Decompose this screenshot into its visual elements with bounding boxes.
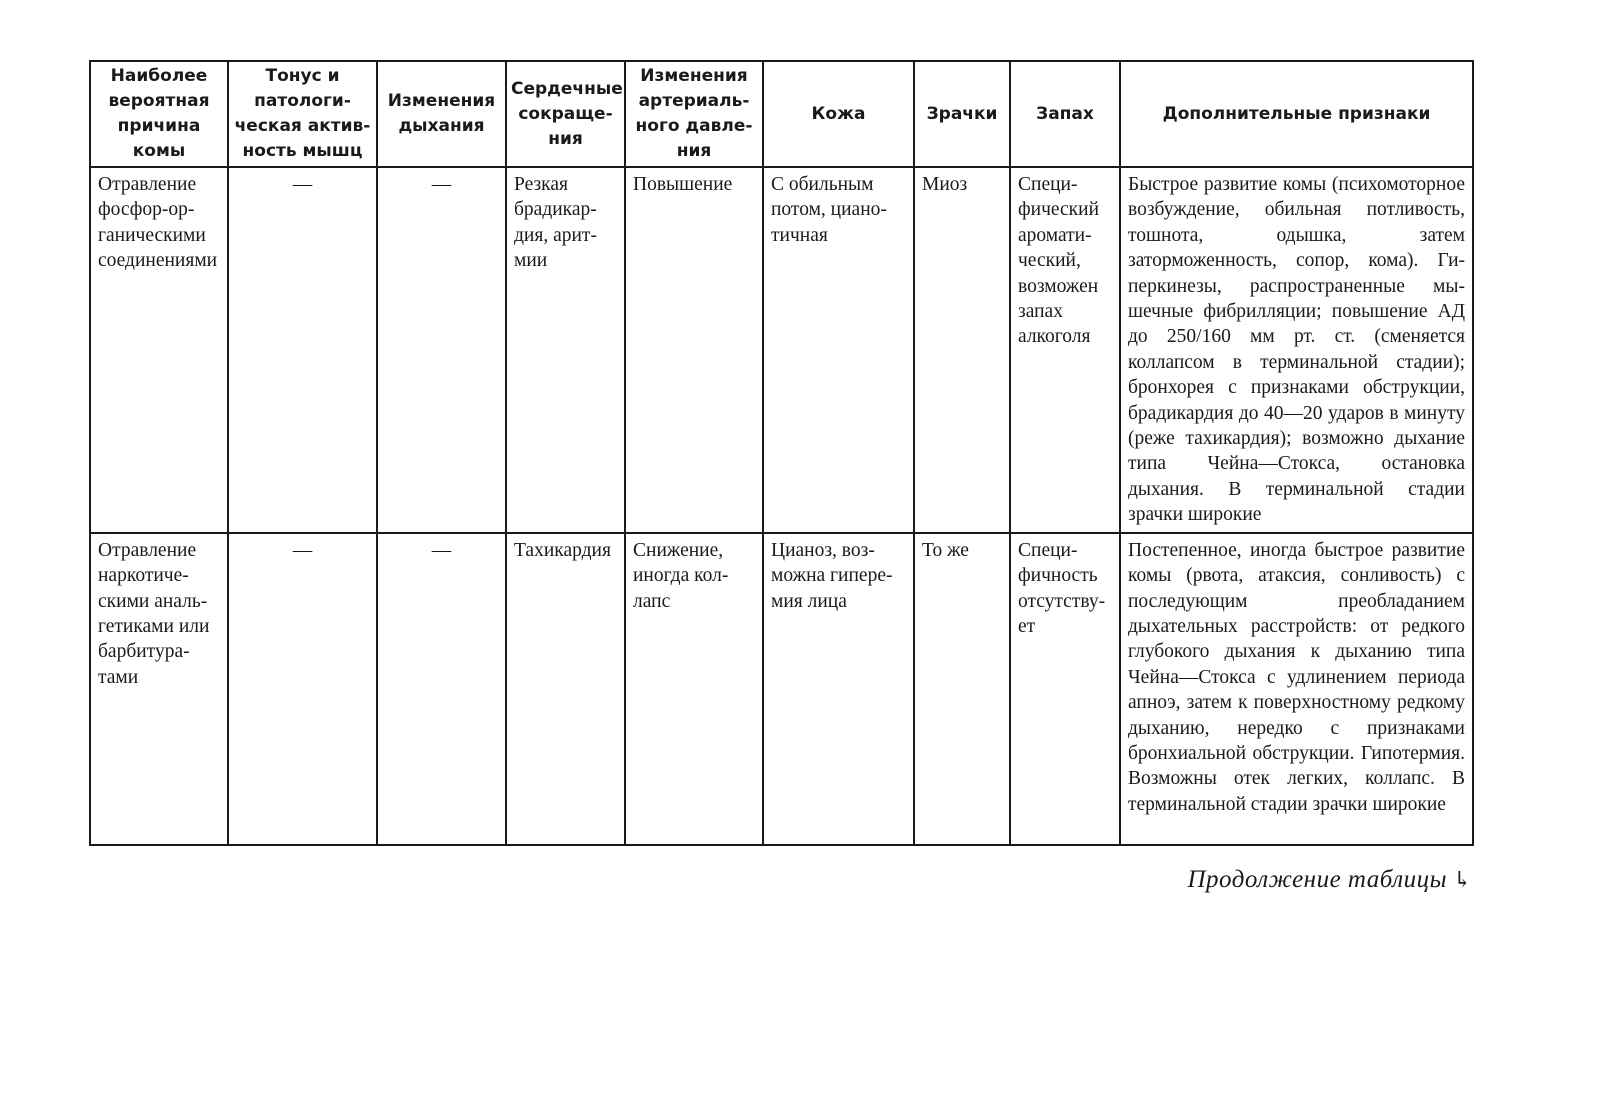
cell-heart-rate: Тахикардия <box>506 533 625 845</box>
header-smell: Запах <box>1010 61 1120 167</box>
coma-table-page <box>89 60 1472 846</box>
cell-blood-pressure: Повышение <box>625 167 763 533</box>
header-skin: Кожа <box>763 61 914 167</box>
header-cause: Наиболее вероятная причина комы <box>90 61 228 167</box>
header-breathing: Изменения дыхания <box>377 61 506 167</box>
cell-cause: Отравление фосфор-органическими соединениями <box>90 167 228 533</box>
cell-extra-signs: Постепенное, иногда быстрое развитие комы (рвота, атаксия, сонливость) с последующим преобладанием дыхательных расстройств: от редкого глубокого дыхания к дыханию типа Чейна—Стокса с удлинением периода апноэ, затем к поверхностному редкому дыханию, нередко с признаками бронхиальной обструкции. Гипотермия. Возможны отек легких, коллапс. В терминальной стадии зрачки широкие <box>1120 533 1473 845</box>
table-continuation-note <box>1188 866 1473 894</box>
cell-breathing: — <box>377 533 506 845</box>
table-row <box>90 533 1473 845</box>
cell-pupils: То же <box>914 533 1010 845</box>
table-header-row <box>90 61 1473 167</box>
header-blood-pressure: Изменения артериального давления <box>625 61 763 167</box>
cell-skin: Цианоз, возможна гиперемия лица <box>763 533 914 845</box>
header-extra-signs: Дополнительные признаки <box>1120 61 1473 167</box>
header-pupils: Зрачки <box>914 61 1010 167</box>
coma-causes-table <box>89 60 1474 846</box>
continuation-label: Продолжение таблицы <box>1187 866 1448 893</box>
cell-smell: Специфичность отсутствует <box>1010 533 1120 845</box>
cell-smell: Специфический ароматический, возможен запах алкоголя <box>1010 167 1120 533</box>
header-heart-rate: Сердечные сокращения <box>506 61 625 167</box>
cell-blood-pressure: Снижение, иногда коллапс <box>625 533 763 845</box>
cell-muscle-tone: — <box>228 167 377 533</box>
cell-extra-signs: Быстрое развитие комы (психомоторное возбуждение, обильная потливость, тошнота, одышка, затем заторможенность, сопор, кома). Гиперкинезы, распространенные мышечные фибрилляции; повышение АД до 250/160 мм рт. ст. (сменяется коллапсом в терминальной стадии); бронхорея с признаками обструкции, брадикардия до 40—20 ударов в минуту (реже тахикардия); возможно дыхание типа Чейна—Стокса, остановка дыхания. В терминальной стадии зрачки широкие <box>1120 167 1473 533</box>
cell-muscle-tone: — <box>228 533 377 845</box>
cell-heart-rate: Резкая брадикардия, аритмии <box>506 167 625 533</box>
cell-breathing: — <box>377 167 506 533</box>
cell-cause: Отравление наркотическими анальгетиками или барбитуратами <box>90 533 228 845</box>
table-row <box>90 167 1473 533</box>
header-muscle-tone: Тонус и патологическая активность мышц <box>228 61 377 167</box>
continuation-arrow-icon: ↳ <box>1453 867 1472 892</box>
cell-pupils: Миоз <box>914 167 1010 533</box>
cell-skin: С обильным потом, цианотичная <box>763 167 914 533</box>
